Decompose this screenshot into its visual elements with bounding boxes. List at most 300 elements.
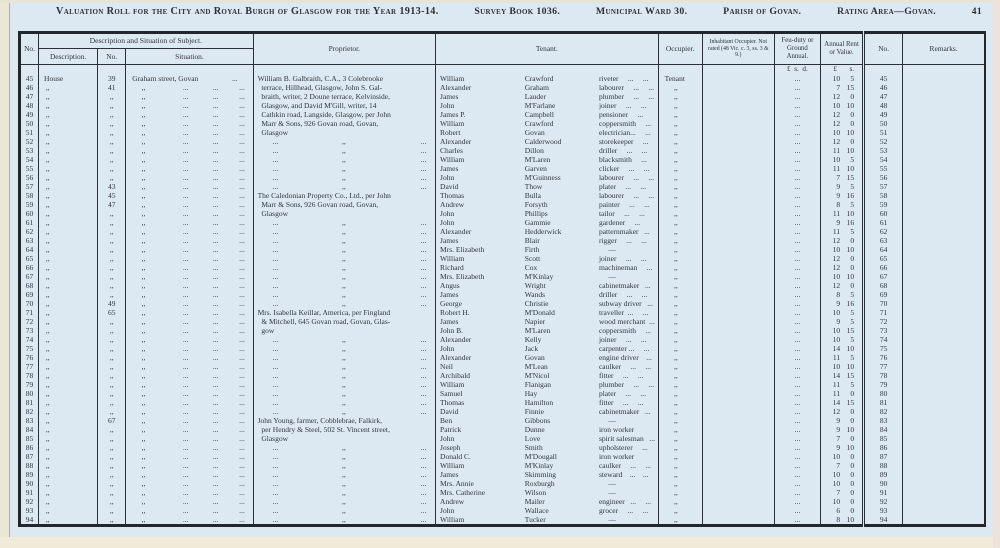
cell-tenant-occupation: iron worker [598,425,635,434]
cell-tenant-occupation: labourer ... ... [598,173,654,182]
cell-inhabitant-occupier [702,380,774,389]
cell-tenant-surname: Wilson [524,488,547,497]
cell-tenant-surname: Love [524,434,541,443]
cell-inhabitant-occupier [702,209,774,218]
cell-remarks [903,164,985,173]
money-row-spacer [523,65,596,75]
cell-tenant-occupation: steward ... ... [598,470,649,479]
cell-description: ,, [39,164,98,173]
rent-shillings: 0 [850,110,855,119]
cell-remarks [903,254,985,263]
cell-inhabitant-occupier [702,191,774,200]
cell-proprietor: & Mitchell, 645 Govan road, Govan, Glas- [253,317,435,326]
cell-house-no: 43 [98,182,126,191]
cell-occupier: ,, [658,335,702,344]
table-row [20,299,986,308]
cell-feu-duty: ... [774,398,820,407]
cell-tenant-surname: Dunne [524,425,545,434]
cell-inhabitant-occupier [702,317,774,326]
cell-feu-duty: ... [774,344,820,353]
cell-inhabitant-occupier [702,515,774,526]
rent-pounds: 10 [832,308,841,317]
cell-proprietor: ... ,, ... [253,155,435,164]
cell-occupier: ,, [658,353,702,362]
cell-tenant-occupation: cabinetmaker ... [598,407,651,416]
cell-description: ,, [39,317,98,326]
rent-pounds: 10 [832,155,841,164]
cell-proprietor: ... ,, ... [253,173,435,182]
cell-tenant-occupation: caulker ... ... [598,461,652,470]
table-row [20,344,986,353]
cell-occupier: ,, [658,362,702,371]
cell-occupier: ,, [658,515,702,526]
cell-house-no: ,, [98,479,126,488]
cell-tenant-forename: Thomas [436,191,523,200]
cell-entry-no-right: 56 [864,173,903,182]
rent-shillings: 0 [850,488,855,497]
cell-inhabitant-occupier [702,398,774,407]
cell-description: ,, [39,92,98,101]
table-row [20,281,986,290]
cell-tenant-occupation: pensioner ... [598,110,644,119]
cell-remarks [903,452,985,461]
cell-entry-no: 81 [25,398,34,407]
cell-situation: ,, ... ... ... [126,101,253,110]
cell-house-no: ,, [98,128,126,137]
cell-tenant-forename: Samuel [436,389,523,398]
cell-annual-rent [821,92,864,101]
cell-house-no: ,, [98,218,126,227]
cell-proprietor: ... ,, ... [253,272,435,281]
cell-tenant-forename: David [436,407,523,416]
rent-shillings: 0 [850,452,855,461]
cell-inhabitant-occupier [702,407,774,416]
cell-house-no: ,, [98,272,126,281]
rent-shillings: 10 [846,101,855,110]
rent-shillings: 16 [846,299,855,308]
rent-shillings: 10 [846,146,855,155]
cell-remarks [903,371,985,380]
rent-shillings: 5 [850,353,855,362]
cell-entry-no-right: 91 [864,488,903,497]
cell-feu-duty: ... [774,362,820,371]
rent-shillings: 15 [846,173,855,182]
cell-tenant-surname: M'Kinlay [524,272,554,281]
cell-remarks [903,425,985,434]
rent-shillings: 10 [846,209,855,218]
rent-shillings: 5 [850,380,855,389]
cell-entry-no: 90 [25,479,34,488]
cell-tenant-surname: Hedderwick [524,227,562,236]
cell-proprietor: ... ,, ... [253,281,435,290]
rent-shillings: 0 [850,389,855,398]
cell-tenant-surname: Dillon [524,146,544,155]
page-gutter-line [9,0,10,548]
cell-annual-rent [821,128,864,137]
table-row [20,173,986,182]
table-row [20,380,986,389]
cell-entry-no: 67 [25,272,34,281]
rent-shillings: 10 [846,443,855,452]
cell-house-no: ,, [98,92,126,101]
cell-tenant-forename: Alexander [436,83,523,92]
cell-tenant-surname: Skimming [524,470,557,479]
cell-tenant-forename: Donald C. [436,452,523,461]
cell-occupier: ,, [658,182,702,191]
cell-tenant-occupation: — [598,488,616,497]
cell-situation: ,, ... ... ... [126,200,253,209]
cell-entry-no-right: 88 [864,461,903,470]
cell-situation: ,, ... ... ... [126,488,253,497]
cell-proprietor: Glasgow, and David M'Gill, writer, 14 [253,101,435,110]
table-row [20,101,986,110]
col-header-annual-rent: Annual Rent or Value. [821,33,864,65]
cell-tenant-forename: Thomas [436,398,523,407]
cell-annual-rent [821,488,864,497]
cell-description: House [39,74,98,83]
cell-occupier: ,, [658,425,702,434]
valuation-roll-table [18,31,986,527]
cell-annual-rent [821,173,864,182]
rent-pounds: 10 [832,128,841,137]
cell-entry-no: 70 [25,299,34,308]
cell-tenant-surname: Roxburgh [524,479,555,488]
cell-annual-rent [821,209,864,218]
table-row [20,164,986,173]
cell-entry-no: 93 [25,506,34,515]
cell-remarks [903,308,985,317]
cell-situation: ,, ... ... ... [126,389,253,398]
cell-occupier: ,, [658,326,702,335]
cell-remarks [903,272,985,281]
cell-situation: ,, ... ... ... [126,326,253,335]
rent-shillings: 0 [850,461,855,470]
cell-proprietor: braith, writer, 2 Doune terrace, Kelvinside, [253,92,435,101]
cell-remarks [903,137,985,146]
cell-annual-rent [821,515,864,526]
cell-tenant-surname: Smith [524,443,543,452]
cell-tenant-forename: Alexander [436,137,523,146]
table-row [20,209,986,218]
cell-tenant-forename: John B. [436,326,523,335]
cell-proprietor: gow [253,326,435,335]
cell-inhabitant-occupier [702,461,774,470]
cell-proprietor: ... ,, ... [253,380,435,389]
cell-tenant-forename: Charles [436,146,523,155]
cell-entry-no-right: 66 [864,263,903,272]
cell-inhabitant-occupier [702,92,774,101]
cell-tenant-forename: John [436,209,523,218]
cell-tenant-surname: Graham [524,83,549,92]
cell-entry-no-right: 67 [864,272,903,281]
cell-inhabitant-occupier [702,497,774,506]
scan-edge-left [0,0,9,548]
cell-proprietor: Glasgow [253,128,435,137]
cell-house-no: ,, [98,137,126,146]
table-row [20,497,986,506]
cell-description: ,, [39,245,98,254]
rent-shillings: 5 [850,74,855,83]
cell-entry-no-right: 55 [864,164,903,173]
cell-inhabitant-occupier [702,389,774,398]
cell-occupier: ,, [658,317,702,326]
cell-inhabitant-occupier [702,371,774,380]
cell-feu-duty: ... [774,308,820,317]
cell-annual-rent [821,119,864,128]
cell-feu-duty: ... [774,254,820,263]
rent-shillings: 10 [846,245,855,254]
rent-pounds: 8 [836,515,841,524]
cell-entry-no-right: 85 [864,434,903,443]
cell-occupier: ,, [658,119,702,128]
rent-shillings: 10 [846,515,855,524]
cell-entry-no: 71 [25,308,34,317]
cell-situation: ,, ... ... ... [126,407,253,416]
cell-tenant-surname: Govan [524,353,545,362]
cell-entry-no: 84 [25,425,34,434]
cell-tenant-occupation: labourer ... ... [598,83,654,92]
cell-entry-no: 50 [25,119,34,128]
rent-shillings: 0 [850,119,855,128]
cell-tenant-forename: James [436,164,523,173]
cell-situation: ,, ... ... ... [126,308,253,317]
cell-description: ,, [39,344,98,353]
cell-annual-rent [821,506,864,515]
cell-remarks [903,470,985,479]
cell-remarks [903,281,985,290]
cell-inhabitant-occupier [702,164,774,173]
cell-tenant-forename: Angus [436,281,523,290]
cell-feu-duty: ... [774,236,820,245]
cell-inhabitant-occupier [702,272,774,281]
cell-annual-rent [821,326,864,335]
cell-occupier: ,, [658,389,702,398]
cell-tenant-occupation: coppersmith ... [598,326,652,335]
cell-description: ,, [39,497,98,506]
cell-situation: ,, ... ... ... [126,83,253,92]
cell-feu-duty: ... [774,290,820,299]
cell-feu-duty: ... [774,425,820,434]
table-row [20,389,986,398]
cell-tenant-occupation: storekeeper ... [598,137,649,146]
cell-tenant-surname: M'Dougall [524,452,557,461]
cell-description: ,, [39,308,98,317]
cell-tenant-occupation: clicker ... ... [598,164,650,173]
cell-occupier: ,, [658,92,702,101]
cell-remarks [903,479,985,488]
rent-pounds: 11 [832,227,841,236]
cell-entry-no-right: 59 [864,200,903,209]
rent-pounds: 7 [836,434,841,443]
cell-situation: ,, ... ... ... [126,479,253,488]
cell-feu-duty: ... [774,479,820,488]
cell-house-no: ,, [98,281,126,290]
cell-description: ,, [39,290,98,299]
cell-occupier: ,, [658,443,702,452]
table-row [20,443,986,452]
cell-inhabitant-occupier [702,182,774,191]
page-number: 41 [971,7,982,17]
cell-situation: ,, ... ... ... [126,92,253,101]
cell-proprietor: ... ,, ... [253,407,435,416]
cell-entry-no-right: 89 [864,470,903,479]
cell-occupier: ,, [658,245,702,254]
cell-house-no: ,, [98,245,126,254]
cell-entry-no-right: 78 [864,371,903,380]
cell-description: ,, [39,200,98,209]
col-header-situation: Situation. [126,49,253,65]
table-row [20,254,986,263]
rent-pounds: 10 [832,362,841,371]
cell-entry-no: 53 [25,146,34,155]
cell-occupier: ,, [658,200,702,209]
feu-money-units: £ s. d. [774,65,820,75]
cell-proprietor: ... ,, ... [253,443,435,452]
cell-annual-rent [821,83,864,92]
rent-pounds: 9 [836,182,841,191]
cell-remarks [903,218,985,227]
money-row-spacer [903,65,985,75]
cell-inhabitant-occupier [702,326,774,335]
cell-occupier: ,, [658,281,702,290]
cell-entry-no: 69 [25,290,34,299]
cell-description: ,, [39,101,98,110]
col-header-tenant: Tenant. [436,33,659,65]
cell-house-no: ,, [98,263,126,272]
cell-inhabitant-occupier [702,245,774,254]
cell-tenant-surname: Mailer [524,497,545,506]
cell-tenant-forename: Andrew [436,200,523,209]
table-row [20,272,986,281]
cell-entry-no: 62 [25,227,34,236]
cell-tenant-occupation: traveller ... ... [598,308,649,317]
rent-shillings: 10 [846,164,855,173]
cell-entry-no: 79 [25,380,34,389]
cell-tenant-surname: M'Donald [524,308,555,317]
cell-description: ,, [39,155,98,164]
table-row [20,317,986,326]
cell-annual-rent [821,245,864,254]
cell-annual-rent [821,182,864,191]
cell-remarks [903,128,985,137]
cell-tenant-surname: Wands [524,290,545,299]
table-row [20,398,986,407]
cell-tenant-forename: Robert H. [436,308,523,317]
cell-description: ,, [39,272,98,281]
cell-description: ,, [39,371,98,380]
cell-description: ,, [39,443,98,452]
cell-tenant-forename: Ben [436,416,523,425]
cell-tenant-forename: Robert [436,128,523,137]
cell-entry-no: 57 [25,182,34,191]
cell-occupier: ,, [658,164,702,173]
cell-house-no: ,, [98,389,126,398]
cell-inhabitant-occupier [702,434,774,443]
cell-annual-rent [821,101,864,110]
cell-tenant-occupation: engine driver ... [598,353,652,362]
cell-inhabitant-occupier [702,254,774,263]
cell-entry-no: 45 [25,74,34,83]
cell-house-no: ,, [98,110,126,119]
cell-house-no: 65 [98,308,126,317]
cell-feu-duty: ... [774,380,820,389]
cell-entry-no-right: 54 [864,155,903,164]
table-row [20,263,986,272]
cell-tenant-occupation: iron worker [598,452,635,461]
cell-annual-rent [821,155,864,164]
cell-entry-no: 60 [25,209,34,218]
rent-shillings: 0 [850,236,855,245]
cell-tenant-occupation: subway driver ... [598,299,653,308]
cell-tenant-forename: James [436,92,523,101]
cell-situation: Graham street, Govan ... [126,74,253,83]
cell-entry-no-right: 77 [864,362,903,371]
cell-inhabitant-occupier [702,200,774,209]
cell-occupier: ,, [658,299,702,308]
cell-occupier: ,, [658,263,702,272]
cell-tenant-occupation: plater ... ... [598,182,647,191]
cell-tenant-surname: Blair [524,236,540,245]
cell-tenant-surname: Phillips [524,209,548,218]
rent-pounds: 7 [836,173,841,182]
cell-entry-no: 85 [25,434,34,443]
cell-proprietor: ... ,, ... [253,182,435,191]
cell-proprietor: ... ,, ... [253,245,435,254]
table-header [20,33,986,75]
cell-situation: ,, ... ... ... [126,110,253,119]
cell-remarks [903,344,985,353]
cell-tenant-surname: Govan [524,128,545,137]
table-row [20,146,986,155]
rent-pounds: 7 [836,461,841,470]
rent-shillings: 0 [850,254,855,263]
money-row-spacer [126,65,253,75]
cell-occupier: ,, [658,236,702,245]
cell-inhabitant-occupier [702,263,774,272]
cell-house-no: ,, [98,452,126,461]
rent-pounds: 14 [832,398,841,407]
cell-tenant-occupation: rigger ... ... [598,236,647,245]
cell-tenant-surname: M'Kinlay [524,461,554,470]
cell-entry-no-right: 76 [864,353,903,362]
cell-entry-no: 55 [25,164,34,173]
cell-feu-duty: ... [774,101,820,110]
cell-tenant-surname: Thow [524,182,543,191]
table-row [20,488,986,497]
cell-proprietor: The Caledonian Property Co., Ltd., per John [253,191,435,200]
cell-tenant-occupation: joiner ... ... [598,335,647,344]
cell-occupier: ,, [658,434,702,443]
rent-shillings: 10 [846,128,855,137]
cell-situation: ,, ... ... ... [126,245,253,254]
rent-shillings: 5 [850,155,855,164]
rent-pounds: 10 [832,479,841,488]
scan-edge-right [993,0,1000,548]
cell-house-no: ,, [98,497,126,506]
cell-tenant-surname: M'Farlane [524,101,556,110]
cell-annual-rent [821,461,864,470]
cell-description: ,, [39,236,98,245]
cell-proprietor: ... ,, ... [253,227,435,236]
cell-tenant-forename: William [436,155,523,164]
cell-remarks [903,236,985,245]
table-row [20,218,986,227]
cell-occupier: ,, [658,452,702,461]
cell-remarks [903,83,985,92]
table-row [20,506,986,515]
cell-remarks [903,317,985,326]
rent-shillings: 0 [850,434,855,443]
